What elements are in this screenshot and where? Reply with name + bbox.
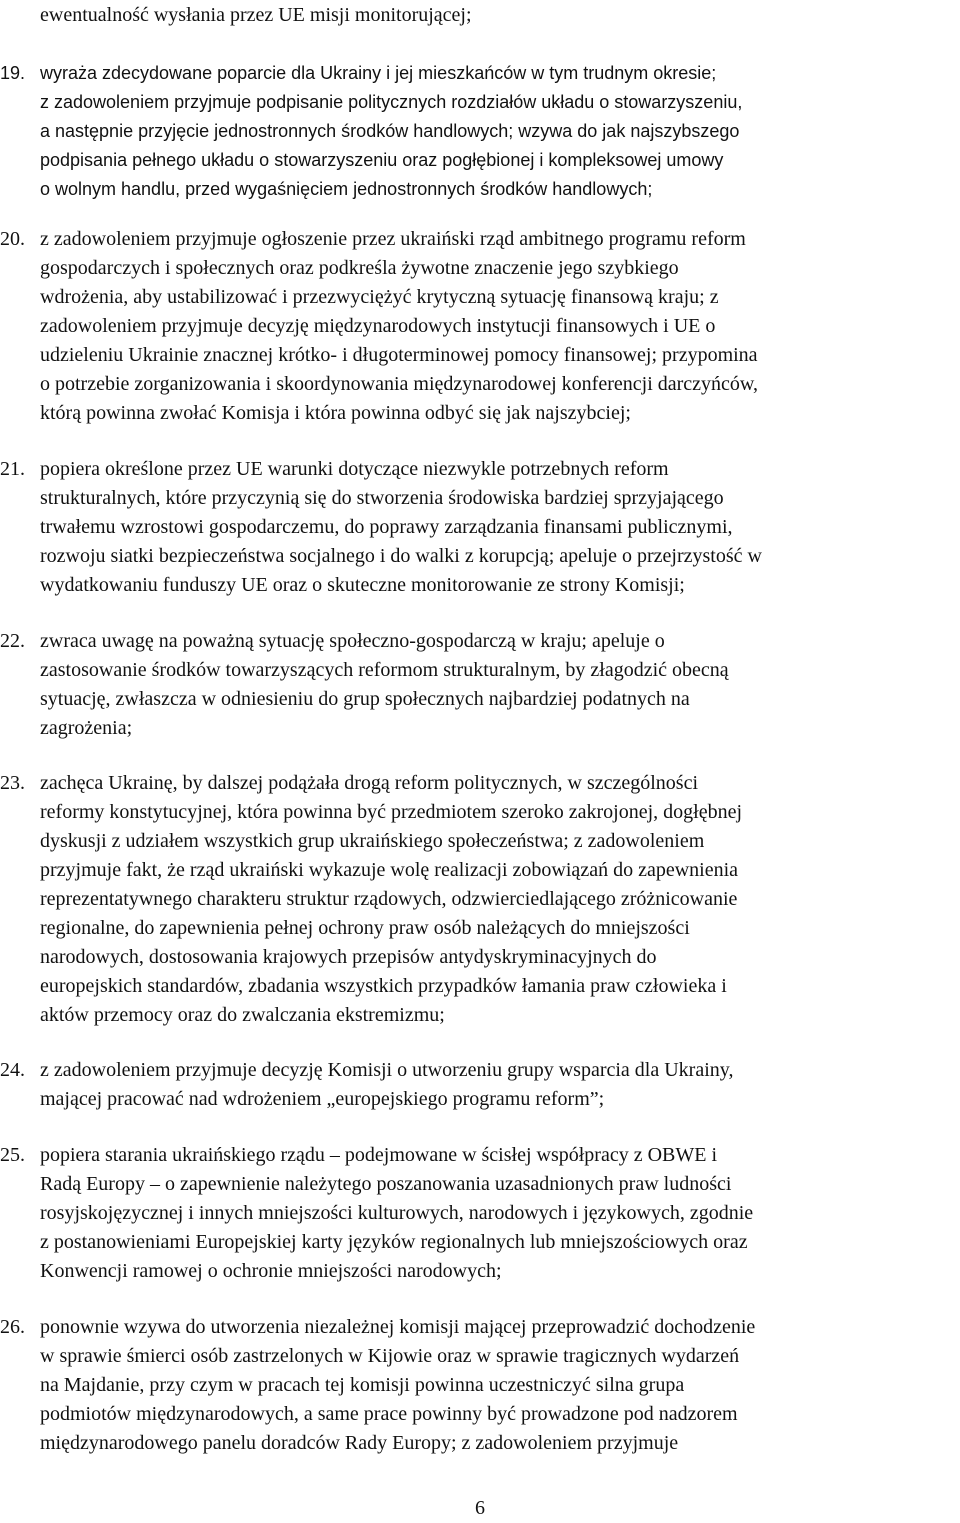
paragraph-line: o potrzebie zorganizowania i skoordynowania międzynarodowej konferencji darczyńców, xyxy=(40,373,759,395)
paragraph-line: o wolnym handlu, przed wygaśnięciem jednostronnych środków handlowych; xyxy=(40,179,653,199)
paragraph-line: z zadowoleniem przyjmuje ogłoszenie przez ukraiński rząd ambitnego programu reform xyxy=(40,228,746,250)
paragraph-line: wyraża zdecydowane poparcie dla Ukrainy i jej mieszkańców w tym trudnym okresie; xyxy=(40,63,717,83)
paragraph-line: z postanowieniami Europejskiej karty języków regionalnych lub mniejszościowych oraz xyxy=(40,1231,748,1253)
paragraph-line: rozwoju siatki bezpieczeństwa socjalnego i do walki z korupcją; apeluje o przejrzystość w xyxy=(40,545,762,567)
paragraph-number: 20. xyxy=(0,228,25,250)
paragraph-line: sytuację, zwłaszcza w odniesieniu do grup społecznych najbardziej podatnych na xyxy=(40,688,690,710)
paragraph-line: przyjmuje fakt, że rząd ukraiński wykazuje wolę realizacji zobowiązań do zapewnienia xyxy=(40,859,739,881)
paragraph-line: strukturalnych, które przyczynią się do stworzenia środowiska bardziej sprzyjającego xyxy=(40,487,724,509)
paragraph-line: aktów przemocy oraz do zwalczania ekstremizmu; xyxy=(40,1004,445,1026)
paragraph-line: wydatkowaniu funduszy UE oraz o skuteczne monitorowanie ze strony Komisji; xyxy=(40,574,685,596)
paragraph-number: 25. xyxy=(0,1144,25,1166)
paragraph-number: 21. xyxy=(0,458,25,480)
page-number: 6 xyxy=(475,1497,485,1519)
paragraph-number: 26. xyxy=(0,1316,25,1338)
paragraph-line: z zadowoleniem przyjmuje decyzję Komisji o utworzeniu grupy wsparcia dla Ukrainy, xyxy=(40,1059,734,1081)
paragraph-line: gospodarczych i społecznych oraz podkreśla żywotne znaczenie jego szybkiego xyxy=(40,257,679,279)
paragraph-line: z zadowoleniem przyjmuje podpisanie politycznych rozdziałów układu o stowarzyszeniu, xyxy=(40,92,743,112)
paragraph-line: popiera starania ukraińskiego rządu – podejmowane w ścisłej współpracy z OBWE i xyxy=(40,1144,718,1166)
paragraph-line: zwraca uwagę na poważną sytuację społeczno-gospodarczą w kraju; apeluje o xyxy=(40,630,665,652)
paragraph-line: udzieleniu Ukrainie znacznej krótko- i długoterminowej pomocy finansowej; przypomina xyxy=(40,344,758,366)
paragraph-line: Konwencji ramowej o ochronie mniejszości narodowych; xyxy=(40,1260,502,1282)
paragraph-line: podmiotów międzynarodowych, a same prace powinny być prowadzone pod nadzorem xyxy=(40,1403,738,1425)
paragraph-line: ponownie wzywa do utworzenia niezależnej komisji mającej przeprowadzić dochodzenie xyxy=(40,1316,756,1338)
paragraph-line: rosyjskojęzycznej i innych mniejszości kulturowych, narodowych i językowych, zgodnie xyxy=(40,1202,754,1224)
paragraph-line: na Majdanie, przy czym w pracach tej komisji powinna uczestniczyć silna grupa xyxy=(40,1374,685,1396)
paragraph-line: trwałemu wzrostowi gospodarczemu, do poprawy zarządzania finansami publicznymi, xyxy=(40,516,733,538)
paragraph-number: 23. xyxy=(0,772,25,794)
paragraph-line: zadowoleniem przyjmuje decyzję międzynarodowych instytucji finansowych i UE o xyxy=(40,315,716,337)
paragraph-line: którą powinna zwołać Komisja i która powinna odbyć się jak najszybciej; xyxy=(40,402,631,424)
paragraph-line: zagrożenia; xyxy=(40,717,133,739)
paragraph-number: 24. xyxy=(0,1059,25,1081)
paragraph-line: mającej pracować nad wdrożeniem „europejskiego programu reform”; xyxy=(40,1088,605,1110)
paragraph-line: wdrożenia, aby ustabilizować i przezwyciężyć krytyczną sytuację finansową kraju; z xyxy=(40,286,719,308)
paragraph-line: Radą Europy – o zapewnienie należytego poszanowania uzasadnionych praw ludności xyxy=(40,1173,732,1195)
paragraph-line: regionalne, do zapewnienia pełnej ochrony praw osób należących do mniejszości xyxy=(40,917,690,939)
paragraph-line: w sprawie śmierci osób zastrzelonych w Kijowie oraz w sprawie tragicznych wydarzeń xyxy=(40,1345,740,1367)
paragraph-line: a następnie przyjęcie jednostronnych środków handlowych; wzywa do jak najszybszego xyxy=(40,121,740,141)
paragraph-number: 22. xyxy=(0,630,25,652)
paragraph-line: międzynarodowego panelu doradców Rady Europy; z zadowoleniem przyjmuje xyxy=(40,1432,679,1454)
paragraph-line: dyskusji z udziałem wszystkich grup ukraińskiego społeczeństwa; z zadowoleniem xyxy=(40,830,705,852)
paragraph-number: 19. xyxy=(0,63,26,83)
paragraph-line: reformy konstytucyjnej, która powinna być przedmiotem szeroko zakrojonej, dogłębnej xyxy=(40,801,743,823)
paragraph-line: podpisania pełnego układu o stowarzyszeniu oraz pogłębionej i kompleksowej umowy xyxy=(40,150,724,170)
paragraph-line: europejskich standardów, zbadania wszystkich przypadków łamania praw człowieka i xyxy=(40,975,727,997)
paragraph-line: popiera określone przez UE warunki dotyczące niezwykle potrzebnych reform xyxy=(40,458,669,480)
paragraph-line: narodowych, dostosowania krajowych przepisów antydyskryminacyjnych do xyxy=(40,946,657,968)
paragraph-line: zachęca Ukrainę, by dalszej podążała drogą reform politycznych, w szczególności xyxy=(40,772,699,794)
paragraph-line: reprezentatywnego charakteru struktur rządowych, odzwierciedlającego zróżnicowanie xyxy=(40,888,738,910)
paragraph-line: zastosowanie środków towarzyszących reformom strukturalnym, by złagodzić obecną xyxy=(40,659,729,681)
continuation-line: ewentualność wysłania przez UE misji monitorującej; xyxy=(40,4,472,26)
